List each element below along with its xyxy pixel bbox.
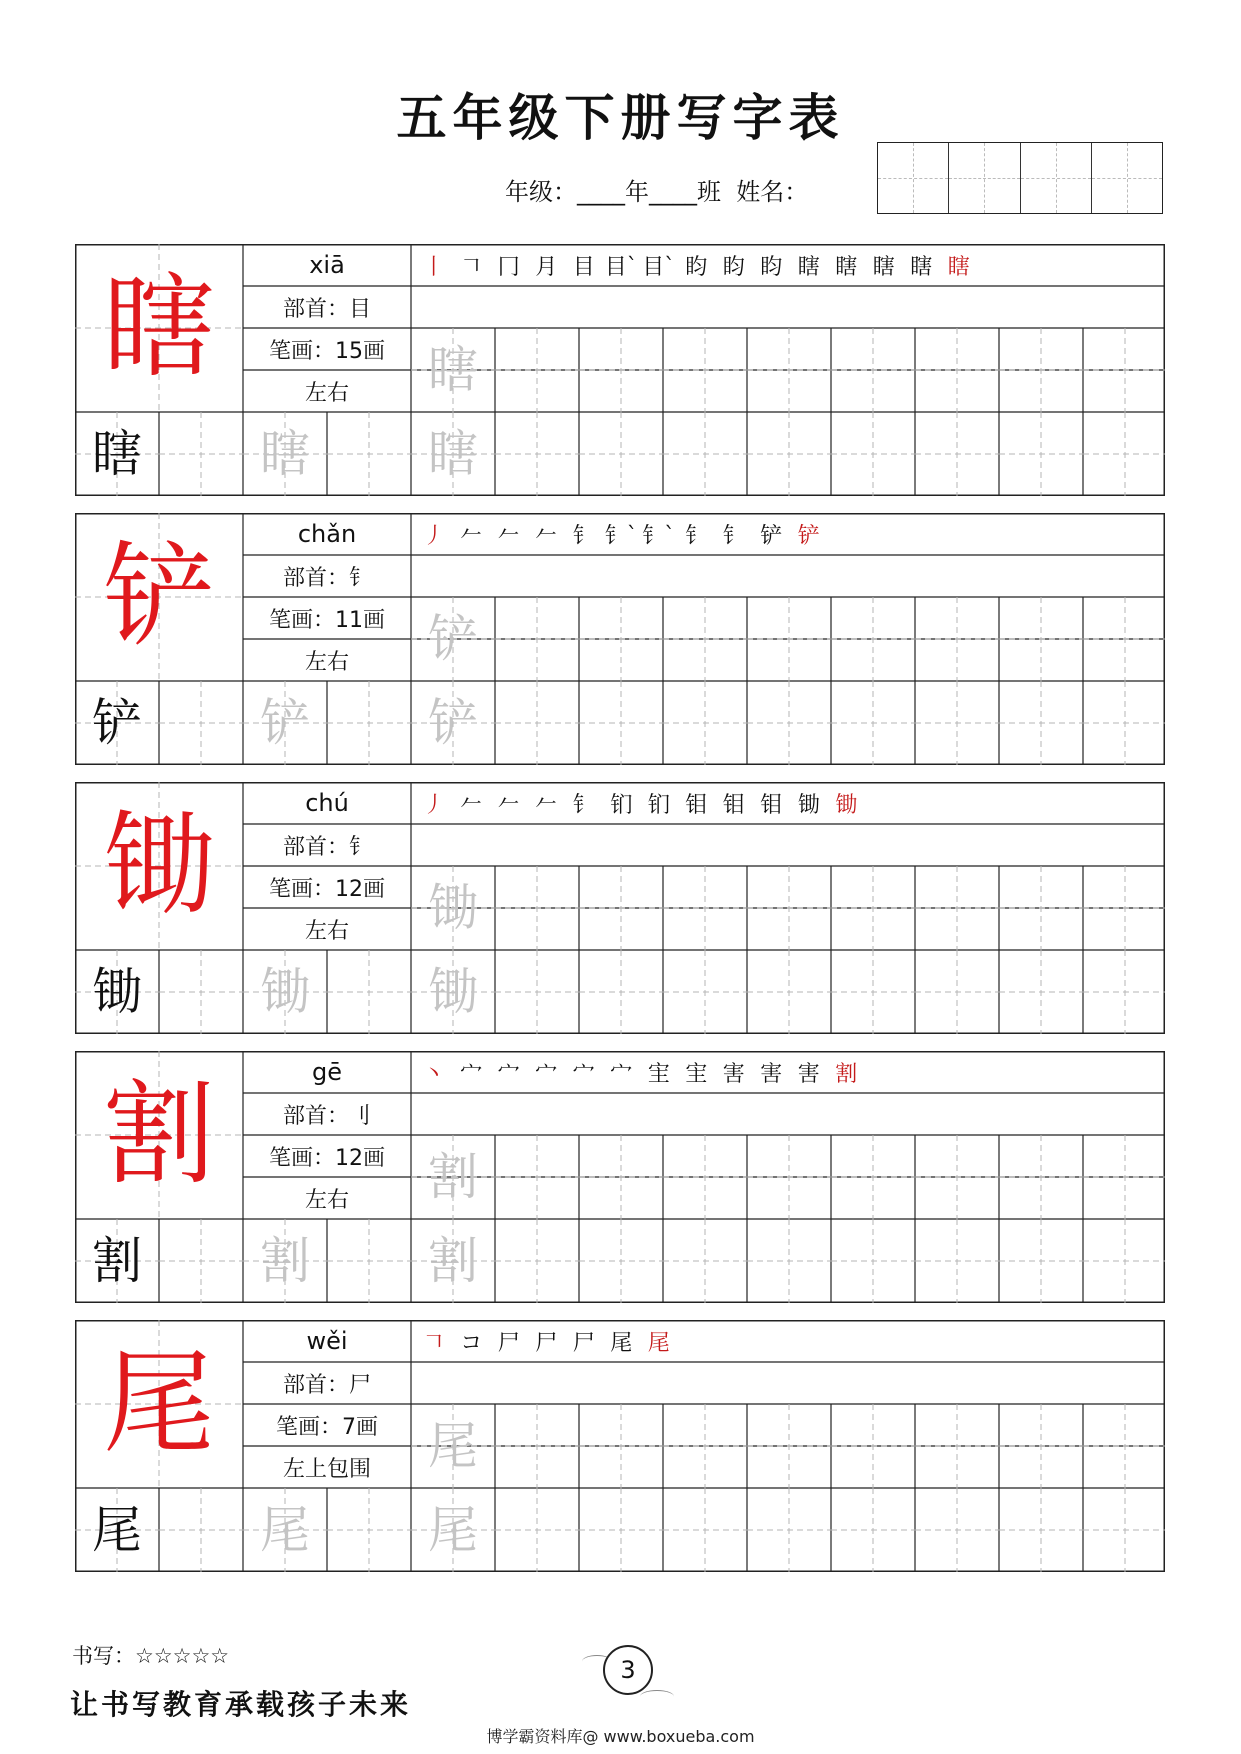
stroke-count: 笔画：7画 [276, 1414, 378, 1440]
model-character-red: 锄 [103, 801, 215, 931]
name-cell[interactable] [1020, 143, 1091, 213]
stroke-step: 割 [835, 1061, 858, 1087]
model-character-red: 瞎 [103, 263, 215, 393]
stroke-step: 宀 [535, 1061, 558, 1087]
stroke-step: 锄 [835, 792, 858, 818]
character-block [75, 1320, 1165, 1572]
stroke-step: 尸 [572, 1330, 595, 1356]
name-cell[interactable] [878, 143, 948, 213]
stroke-step: 目` [604, 254, 638, 280]
page-number: 3 [603, 1645, 653, 1695]
stroke-count: 笔画：11画 [269, 607, 385, 633]
stroke-step: 瞎 [872, 254, 895, 280]
page-title: 五年级下册写字表 [396, 88, 845, 147]
black-model-char: 铲 [92, 694, 142, 752]
black-model-char: 瞎 [92, 425, 142, 483]
stroke-order [415, 513, 1165, 555]
stroke-step: 瞎 [835, 254, 858, 280]
character-block [75, 244, 1165, 496]
stroke-step: 钅` [604, 523, 638, 549]
stroke-step: 钼 [760, 792, 783, 818]
trace-char: 尾 [260, 1501, 310, 1559]
name-cell[interactable] [948, 143, 1019, 213]
stroke-step: 瞎 [797, 254, 820, 280]
structure: 左右 [304, 1187, 349, 1213]
model-character-red: 尾 [103, 1339, 215, 1469]
stroke-step: 钅 [572, 523, 595, 549]
trace-char: 锄 [428, 963, 478, 1021]
trace-char: 铲 [428, 610, 478, 668]
stroke-step: 钅` [642, 523, 676, 549]
black-model-char: 割 [92, 1232, 142, 1290]
stroke-step: 尸 [535, 1330, 558, 1356]
stroke-step: 害 [760, 1061, 783, 1087]
stroke-step: 宔 [685, 1061, 708, 1087]
stroke-step: 瞎 [947, 254, 970, 280]
site-credit: 博学霸资料库@ www.boxueba.com [486, 1727, 755, 1746]
stroke-step: 害 [797, 1061, 820, 1087]
stroke-step: 害 [722, 1061, 745, 1087]
stroke-step: 钔 [647, 792, 670, 818]
stroke-step: 宀 [497, 1061, 520, 1087]
stroke-step: 𠃍 [460, 254, 483, 280]
trace-char: 瞎 [260, 425, 310, 483]
stroke-step: 𠂉 [460, 792, 483, 818]
stroke-step: 盷 [760, 254, 783, 280]
handwriting-rating: 书写：☆☆☆☆☆ [72, 1644, 230, 1668]
stroke-step: 丿 [422, 523, 445, 549]
stroke-step: 盷 [722, 254, 745, 280]
stroke-step: 丿 [422, 792, 445, 818]
stroke-order [415, 244, 1165, 286]
swirl-decoration [640, 1690, 674, 1703]
stroke-step: 𠂉 [497, 792, 520, 818]
stroke-step: 月 [535, 254, 558, 280]
pinyin: wěi [306, 1327, 348, 1355]
stroke-step: 宔 [647, 1061, 670, 1087]
stroke-count: 笔画：15画 [269, 338, 385, 364]
radical: 部首：目 [282, 296, 371, 322]
radical: 部首：尸 [282, 1372, 371, 1398]
stroke-step: 钅 [572, 792, 595, 818]
stroke-step: 尾 [610, 1330, 633, 1356]
model-character-red: 割 [103, 1070, 215, 1200]
stroke-step: 𠂉 [535, 523, 558, 549]
stroke-step: 钅 [685, 523, 708, 549]
stroke-step: 尾 [647, 1330, 670, 1356]
character-block [75, 1051, 1165, 1303]
stroke-step: 宀 [460, 1061, 483, 1087]
stroke-step: 目 [572, 254, 595, 280]
trace-char: 锄 [428, 879, 478, 937]
structure: 左上包围 [282, 1456, 371, 1482]
trace-char: 割 [428, 1232, 478, 1290]
stroke-step: 𠃍 [422, 1330, 445, 1356]
stroke-step: 宀 [572, 1061, 595, 1087]
name-writing-grid[interactable] [877, 142, 1163, 214]
stroke-step: 𠂉 [535, 792, 558, 818]
stroke-step: 冂 [497, 254, 520, 280]
pinyin: chú [305, 789, 349, 817]
trace-char: 瞎 [428, 425, 478, 483]
stroke-step: 钼 [722, 792, 745, 818]
pinyin: chǎn [297, 520, 357, 548]
stroke-step: 铲 [760, 523, 783, 549]
stroke-step: 铲 [797, 523, 820, 549]
trace-char: 瞎 [428, 341, 478, 399]
stroke-order [415, 1051, 1165, 1093]
character-block [75, 513, 1165, 765]
stroke-step: コ [460, 1330, 483, 1356]
stroke-step: 𠂉 [460, 523, 483, 549]
trace-char: 尾 [428, 1417, 478, 1475]
structure: 左右 [304, 380, 349, 406]
stroke-step: 钔 [610, 792, 633, 818]
stroke-count: 笔画：12画 [269, 1145, 385, 1171]
model-character-red: 铲 [103, 532, 215, 662]
stroke-step: 丶 [422, 1061, 445, 1087]
stroke-step: 宀 [610, 1061, 633, 1087]
stroke-count: 笔画：12画 [269, 876, 385, 902]
class-name-line: 年级：____年____班 姓名： [505, 178, 809, 206]
stroke-step: 瞎 [910, 254, 933, 280]
stroke-step: 丨 [422, 254, 445, 280]
pinyin: gē [312, 1058, 342, 1086]
black-model-char: 锄 [92, 963, 142, 1021]
pinyin: xiā [309, 251, 345, 279]
stroke-step: 盷 [685, 254, 708, 280]
stroke-step: 钼 [685, 792, 708, 818]
stroke-order [415, 1320, 1165, 1362]
black-model-char: 尾 [92, 1501, 142, 1559]
radical: 部首：钅 [282, 834, 371, 860]
radical: 部首：刂 [282, 1103, 371, 1129]
trace-char: 割 [428, 1148, 478, 1206]
stroke-step: 锄 [797, 792, 820, 818]
trace-char: 尾 [428, 1501, 478, 1559]
structure: 左右 [304, 649, 349, 675]
stroke-step: 𠂉 [497, 523, 520, 549]
structure: 左右 [304, 918, 349, 944]
trace-char: 铲 [260, 694, 310, 752]
trace-char: 割 [260, 1232, 310, 1290]
radical: 部首：钅 [282, 565, 371, 591]
slogan: 让书写教育承载孩子未来 [70, 1688, 412, 1721]
trace-char: 铲 [428, 694, 478, 752]
stroke-step: 钅 [722, 523, 745, 549]
trace-char: 锄 [260, 963, 310, 1021]
stroke-order [415, 782, 1165, 824]
name-cell[interactable] [1091, 143, 1162, 213]
stroke-step: 目` [642, 254, 676, 280]
stroke-step: 尸 [497, 1330, 520, 1356]
character-block [75, 782, 1165, 1034]
